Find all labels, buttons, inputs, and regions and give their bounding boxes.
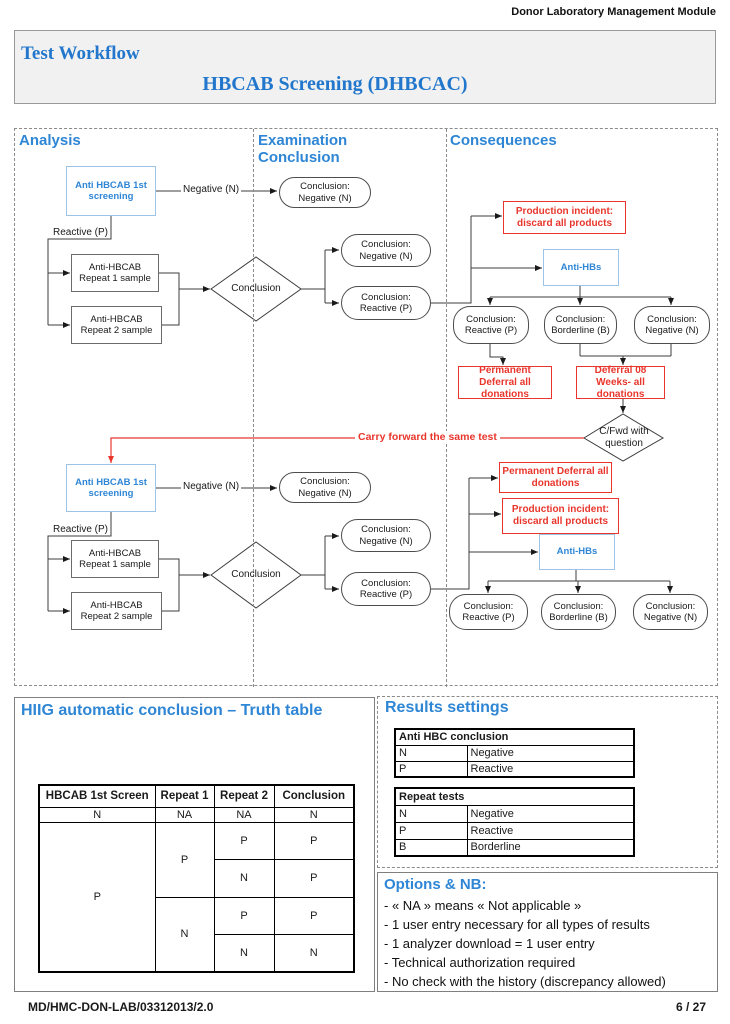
repeat2-box-2: Anti-HBCAB Repeat 2 sample bbox=[71, 592, 162, 630]
conclusion-negative-oval-2: Conclusion: Negative (N) bbox=[341, 519, 431, 552]
table-row: P P P P bbox=[39, 822, 354, 859]
production-incident-box-1: Production incident: discard all products bbox=[503, 201, 626, 234]
truth-table bbox=[38, 784, 355, 973]
truth-header-repeat1: Repeat 1 bbox=[155, 785, 214, 807]
option-item-analyzer: - 1 analyzer download = 1 user entry bbox=[384, 936, 595, 951]
cfwd-diamond-label: C/Fwd with question bbox=[599, 426, 649, 449]
title-box bbox=[14, 30, 716, 104]
column-header-consequences: Consequences bbox=[450, 132, 557, 149]
repeat2-box-1: Anti-HBCAB Repeat 2 sample bbox=[71, 306, 162, 344]
table-row: B Borderline bbox=[395, 839, 634, 856]
repeat1-box-1: Anti-HBCAB Repeat 1 sample bbox=[71, 254, 159, 292]
column-header-examination: Examination Conclusion bbox=[258, 132, 348, 167]
table-row: N N bbox=[39, 934, 354, 972]
conclusion-reactive-oval-1: Conclusion: Reactive (P) bbox=[341, 286, 431, 320]
anti-hbc-conclusion-table bbox=[394, 728, 635, 778]
option-item-history: - No check with the history (discrepancy allowed) bbox=[384, 974, 666, 989]
repeat-tests-table bbox=[394, 787, 635, 857]
truth-table-title: HIIG automatic conclusion – Truth table bbox=[21, 702, 323, 719]
flowchart-panel bbox=[14, 128, 718, 686]
reactive-edge-label-1: Reactive (P) bbox=[53, 227, 109, 238]
truth-header-repeat2: Repeat 2 bbox=[214, 785, 274, 807]
exam-negative-oval-2: Conclusion: Negative (N) bbox=[279, 472, 371, 503]
negative-edge-label-2: Negative (N) bbox=[183, 481, 240, 492]
screening-title: HBCAB Screening (DHBCAC) bbox=[202, 73, 468, 95]
option-item-na: - « NA » means « Not applicable » bbox=[384, 898, 582, 913]
results-settings-panel bbox=[377, 696, 718, 868]
consequence-reactive-oval-2: Conclusion: Reactive (P) bbox=[449, 594, 528, 630]
conclusion-negative-oval-1: Conclusion: Negative (N) bbox=[341, 234, 431, 267]
results-settings-title: Results settings bbox=[385, 699, 509, 716]
table-row: N Negative bbox=[395, 805, 634, 822]
column-header-analysis: Analysis bbox=[19, 132, 81, 149]
consequence-borderline-oval-2: Conclusion: Borderline (B) bbox=[541, 594, 616, 630]
conclusion-reactive-oval-2: Conclusion: Reactive (P) bbox=[341, 572, 431, 606]
anti-hbs-box-1: Anti-HBs bbox=[543, 249, 619, 286]
truth-header-screen: HBCAB 1st Screen bbox=[39, 785, 155, 807]
consequence-negative-oval-2: Conclusion: Negative (N) bbox=[633, 594, 708, 630]
permanent-deferral-box-2: Permanent Deferral all donations bbox=[499, 462, 612, 493]
table-row: N P bbox=[39, 859, 354, 897]
footer-document-ref: MD/HMC-DON-LAB/03312013/2.0 bbox=[28, 1000, 214, 1014]
option-item-authorization: - Technical authorization required bbox=[384, 955, 576, 970]
consequence-reactive-oval-1: Conclusion: Reactive (P) bbox=[453, 306, 529, 344]
table-row: P Reactive bbox=[395, 761, 634, 777]
column-divider-2 bbox=[446, 129, 447, 687]
consequence-negative-oval-1: Conclusion: Negative (N) bbox=[634, 306, 710, 344]
screening-box-2: Anti HBCAB 1st screening bbox=[66, 464, 156, 512]
deferral-8-weeks-box: Deferral 08 Weeks- all donations bbox=[576, 366, 665, 399]
truth-table-panel bbox=[14, 697, 375, 992]
anti-hbs-box-2: Anti-HBs bbox=[539, 534, 615, 570]
options-title: Options & NB: bbox=[384, 876, 487, 893]
reactive-edge-label-2: Reactive (P) bbox=[53, 524, 109, 535]
exam-negative-oval-1: Conclusion: Negative (N) bbox=[279, 177, 371, 208]
table-row: N Negative bbox=[395, 745, 634, 761]
workflow-title: Test Workflow bbox=[21, 43, 140, 64]
screening-box-1: Anti HBCAB 1st screening bbox=[66, 166, 156, 216]
anti-hbc-table-header: Anti HBC conclusion bbox=[395, 729, 634, 745]
conclusion-diamond-1: Conclusion bbox=[231, 283, 281, 294]
repeat1-box-2: Anti-HBCAB Repeat 1 sample bbox=[71, 540, 159, 578]
consequence-borderline-oval-1: Conclusion: Borderline (B) bbox=[544, 306, 617, 344]
production-incident-box-2: Production incident: discard all products bbox=[502, 498, 619, 534]
table-row: N NA NA N bbox=[39, 807, 354, 822]
table-row: N P P bbox=[39, 897, 354, 934]
permanent-deferral-box-1: Permanent Deferral all donations bbox=[458, 366, 552, 399]
conclusion-diamond-2: Conclusion bbox=[231, 569, 281, 580]
repeat-tests-table-header: Repeat tests bbox=[395, 788, 634, 805]
negative-edge-label-1: Negative (N) bbox=[183, 184, 240, 195]
column-divider-1 bbox=[253, 129, 254, 687]
footer-page-number: 6 / 27 bbox=[675, 1000, 706, 1014]
truth-header-conclusion: Conclusion bbox=[274, 785, 354, 807]
table-row: P Reactive bbox=[395, 822, 634, 839]
option-item-user-entry: - 1 user entry necessary for all types of results bbox=[384, 917, 650, 932]
carry-forward-label: Carry forward the same test bbox=[355, 431, 500, 443]
module-header: Donor Laboratory Management Module bbox=[511, 6, 716, 18]
options-panel bbox=[377, 872, 718, 992]
